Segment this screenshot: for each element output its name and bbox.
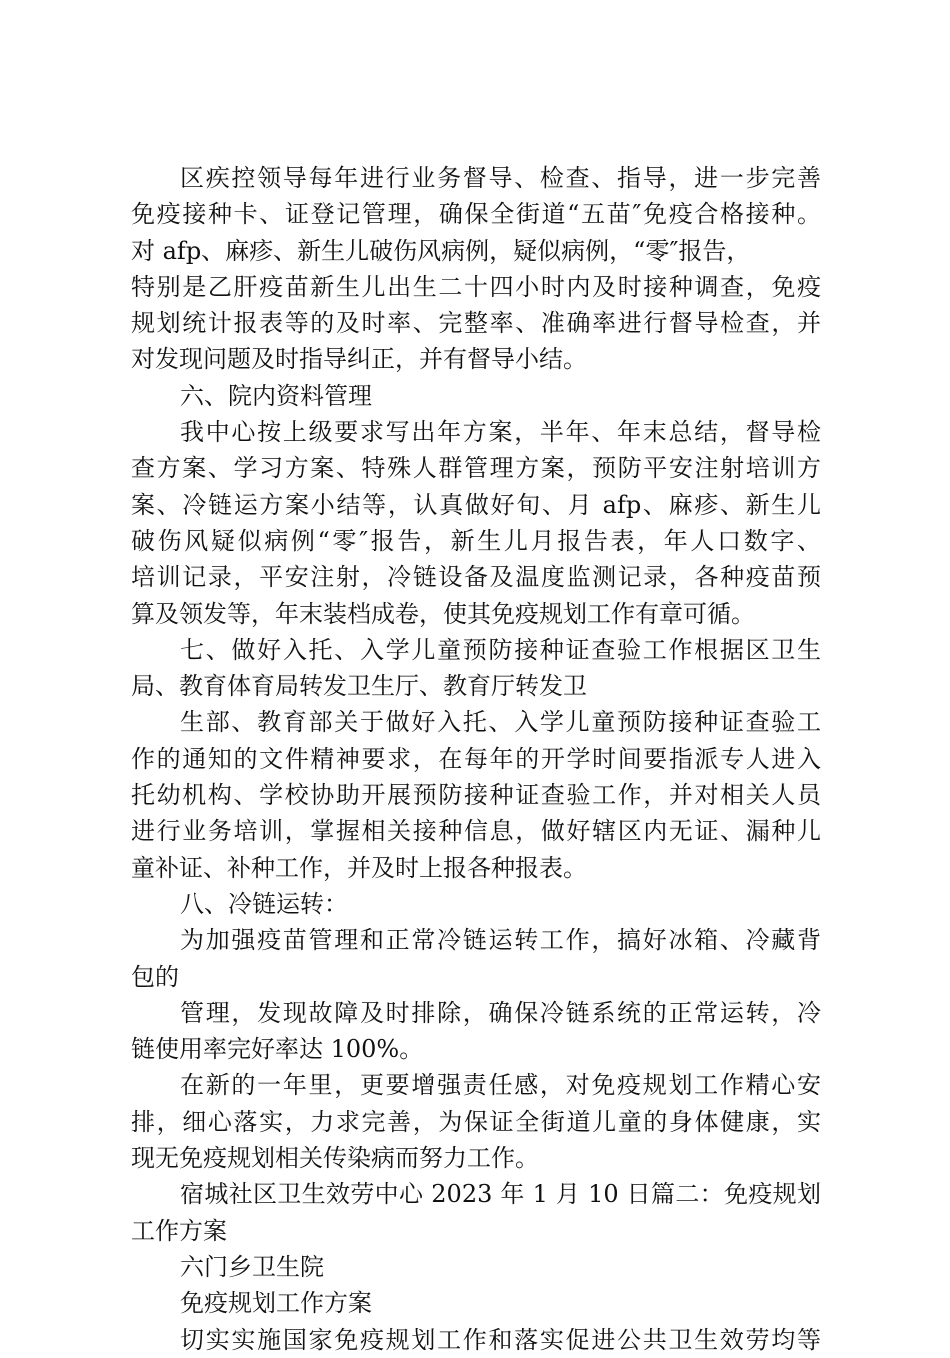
text-line: 算及领发等，年末装档成卷，使其免疫规划工作有章可循。 (131, 599, 755, 628)
text-line: 八、冷链运转： (180, 889, 348, 918)
text-line: 规划统计报表等的及时率、完整率、准确率进行督导检查，并 (131, 309, 821, 338)
text-line: 六门乡卫生院 (180, 1252, 324, 1281)
text-line: 托幼机构、学校协助开展预防接种证查验工作，并对相关人员 (131, 781, 821, 810)
text-line: 我中心按上级要求写出年方案，半年、年末总结，督导检 (180, 418, 821, 447)
text-line: 作的通知的文件精神要求，在每年的开学时间要指派专人进入 (131, 744, 821, 773)
text-line: 工作方案 (131, 1216, 227, 1245)
text-line: 免疫接种卡、证登记管理，确保全街道“五苗″免疫合格接种。 (131, 200, 821, 229)
text-line: 对发现问题及时指导纠正，并有督导小结。 (131, 345, 587, 374)
text-line: 管理，发现故障及时排除，确保冷链系统的正常运转，冷 (180, 998, 821, 1027)
text-line: 童补证、补种工作，并及时上报各种报表。 (131, 853, 587, 882)
text-line: 培训记录，平安注射，冷链设备及温度监测记录，各种疫苗预 (131, 563, 821, 592)
text-line: 区疾控领导每年进行业务督导、检查、指导，进一步完善 (180, 164, 821, 192)
text-line: 特别是乙肝疫苗新生儿出生二十四小时内及时接种调查，免疫 (131, 272, 821, 301)
text-line: 排，细心落实，力求完善，为保证全街道儿童的身体健康，实 (131, 1107, 821, 1136)
text-line: 七、做好入托、入学儿童预防接种证查验工作根据区卫生 (180, 635, 821, 664)
text-line: 切实实施国家免疫规划工作和落实促进公共卫生效劳均等 (180, 1325, 821, 1354)
text-line: 生部、教育部关于做好入托、入学儿童预防接种证查验工 (180, 708, 821, 737)
text-line: 局、教育体育局转发卫生厅、教育厅转发卫 (131, 672, 587, 701)
text-line: 对 afp、麻疹、新生儿破伤风病例，疑似病例，“零″报告， (131, 236, 751, 265)
text-line: 在新的一年里，更要增强责任感，对免疫规划工作精心安 (180, 1071, 821, 1100)
text-line: 链使用率完好率达 100%。 (131, 1035, 424, 1064)
text-line: 进行业务培训，掌握相关接种信息，做好辖区内无证、漏种儿 (131, 817, 821, 846)
text-line: 六、院内资料管理 (180, 381, 372, 410)
text-line: 破伤风疑似病例“零″报告，新生儿月报告表，年人口数字、 (131, 526, 821, 555)
text-line: 查方案、学习方案、特殊人群管理方案，预防平安注射培训方 (131, 454, 821, 483)
document-body (131, 160, 821, 1358)
text-line: 为加强疫苗管理和正常冷链运转工作，搞好冰箱、冷藏背 (180, 926, 821, 955)
text-line: 免疫规划工作方案 (180, 1289, 372, 1318)
text-line: 现无免疫规划相关传染病而努力工作。 (131, 1144, 539, 1173)
text-line: 宿城社区卫生效劳中心 2023 年 1 月 10 日篇二：免疫规划 (180, 1180, 821, 1209)
text-line: 包的 (131, 962, 179, 991)
text-line: 案、冷链运方案小结等，认真做好旬、月 afp、麻疹、新生儿 (131, 490, 821, 519)
